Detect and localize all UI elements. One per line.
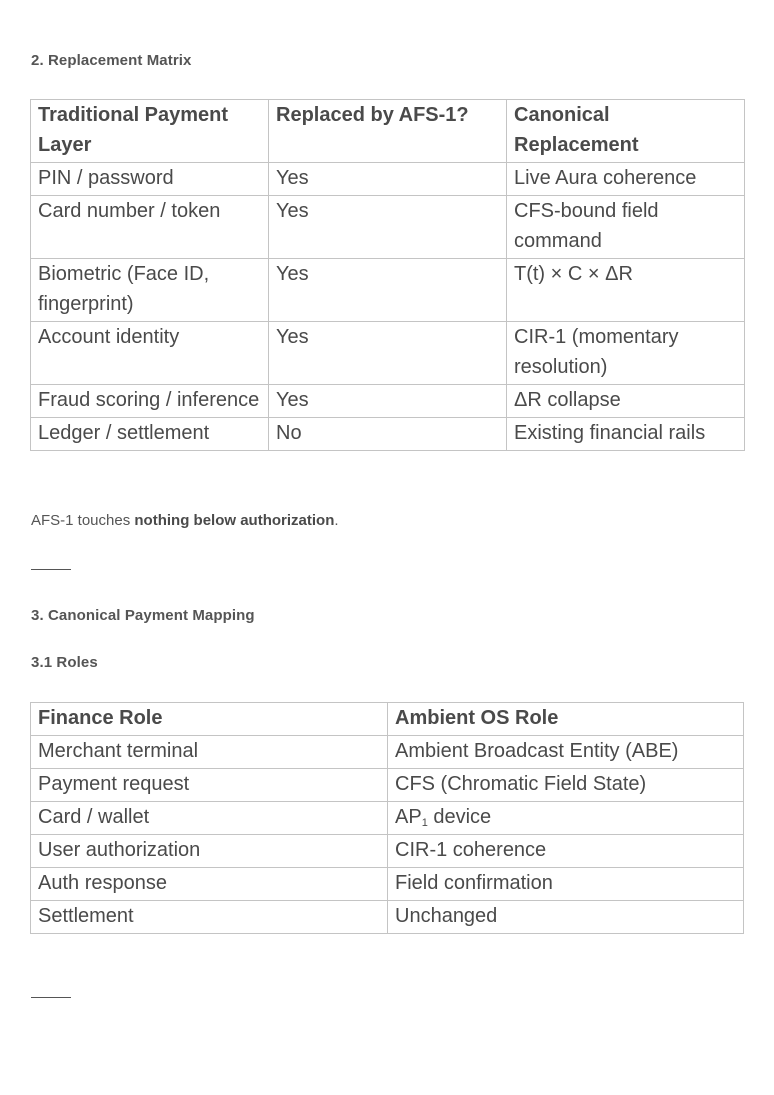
table-row: [31, 196, 745, 259]
column-header: Ambient OS Role: [388, 703, 744, 736]
table-row: [31, 736, 744, 769]
table-row: [31, 163, 745, 196]
ap-label: AP: [395, 806, 422, 828]
table-row: [31, 385, 745, 418]
table-row: [31, 418, 745, 451]
table-cell: Fraud scoring / inference: [31, 385, 269, 418]
note-period: .: [334, 512, 339, 529]
table-cell: Card number / token: [31, 196, 269, 259]
table-header-row: [31, 100, 745, 163]
table-cell: Merchant terminal: [31, 736, 388, 769]
table-cell: Yes: [269, 163, 507, 196]
note-text: AFS-1 touches: [31, 512, 135, 529]
table-row: [31, 868, 744, 901]
table-cell: CIR-1 (momentary resolution): [507, 322, 745, 385]
table-cell: Yes: [269, 259, 507, 322]
section-3-heading: 3. Canonical Payment Mapping: [31, 607, 255, 624]
table-cell: Live Aura coherence: [507, 163, 745, 196]
table-cell: T(t) × C × ΔR: [507, 259, 745, 322]
section-3-1-heading: 3.1 Roles: [31, 654, 98, 671]
roles-mapping-table: [30, 702, 744, 934]
table-cell: Yes: [269, 322, 507, 385]
table-cell: ΔR collapse: [507, 385, 745, 418]
table-cell: CIR-1 coherence: [388, 835, 744, 868]
column-header: Finance Role: [31, 703, 388, 736]
table-cell: PIN / password: [31, 163, 269, 196]
table-cell: Card / wallet: [31, 802, 388, 835]
ap-subscript: 1: [421, 817, 428, 829]
table-cell: Ledger / settlement: [31, 418, 269, 451]
authorization-note: [31, 512, 339, 529]
table-cell: Field confirmation: [388, 868, 744, 901]
table-cell: Ambient Broadcast Entity (ABE): [388, 736, 744, 769]
table-cell: Payment request: [31, 769, 388, 802]
table-cell: Auth response: [31, 868, 388, 901]
table-cell: Biometric (Face ID, fingerprint): [31, 259, 269, 322]
table-row: [31, 322, 745, 385]
table-header-row: [31, 703, 744, 736]
column-header: Traditional Payment Layer: [31, 100, 269, 163]
ap-suffix: device: [427, 806, 492, 828]
table-row: [31, 259, 745, 322]
table-cell: CFS-bound field command: [507, 196, 745, 259]
replacement-matrix-table: [30, 99, 745, 451]
column-header: Replaced by AFS-1?: [269, 100, 507, 163]
table-cell: User authorization: [31, 835, 388, 868]
table-cell: Yes: [269, 385, 507, 418]
horizontal-rule: [31, 569, 71, 570]
table-row: [31, 901, 744, 934]
table-row: [31, 802, 744, 835]
table-row: [31, 835, 744, 868]
table-cell: Unchanged: [388, 901, 744, 934]
column-header: Canonical Replacement: [507, 100, 745, 163]
table-cell: Yes: [269, 196, 507, 259]
table-cell: Settlement: [31, 901, 388, 934]
section-2-heading: 2. Replacement Matrix: [31, 52, 192, 69]
table-cell: Account identity: [31, 322, 269, 385]
table-cell: CFS (Chromatic Field State): [388, 769, 744, 802]
horizontal-rule: [31, 997, 71, 998]
table-cell: [388, 802, 744, 835]
table-cell: Existing financial rails: [507, 418, 745, 451]
table-cell: No: [269, 418, 507, 451]
table-row: [31, 769, 744, 802]
note-emphasis: nothing below authorization: [134, 512, 335, 529]
